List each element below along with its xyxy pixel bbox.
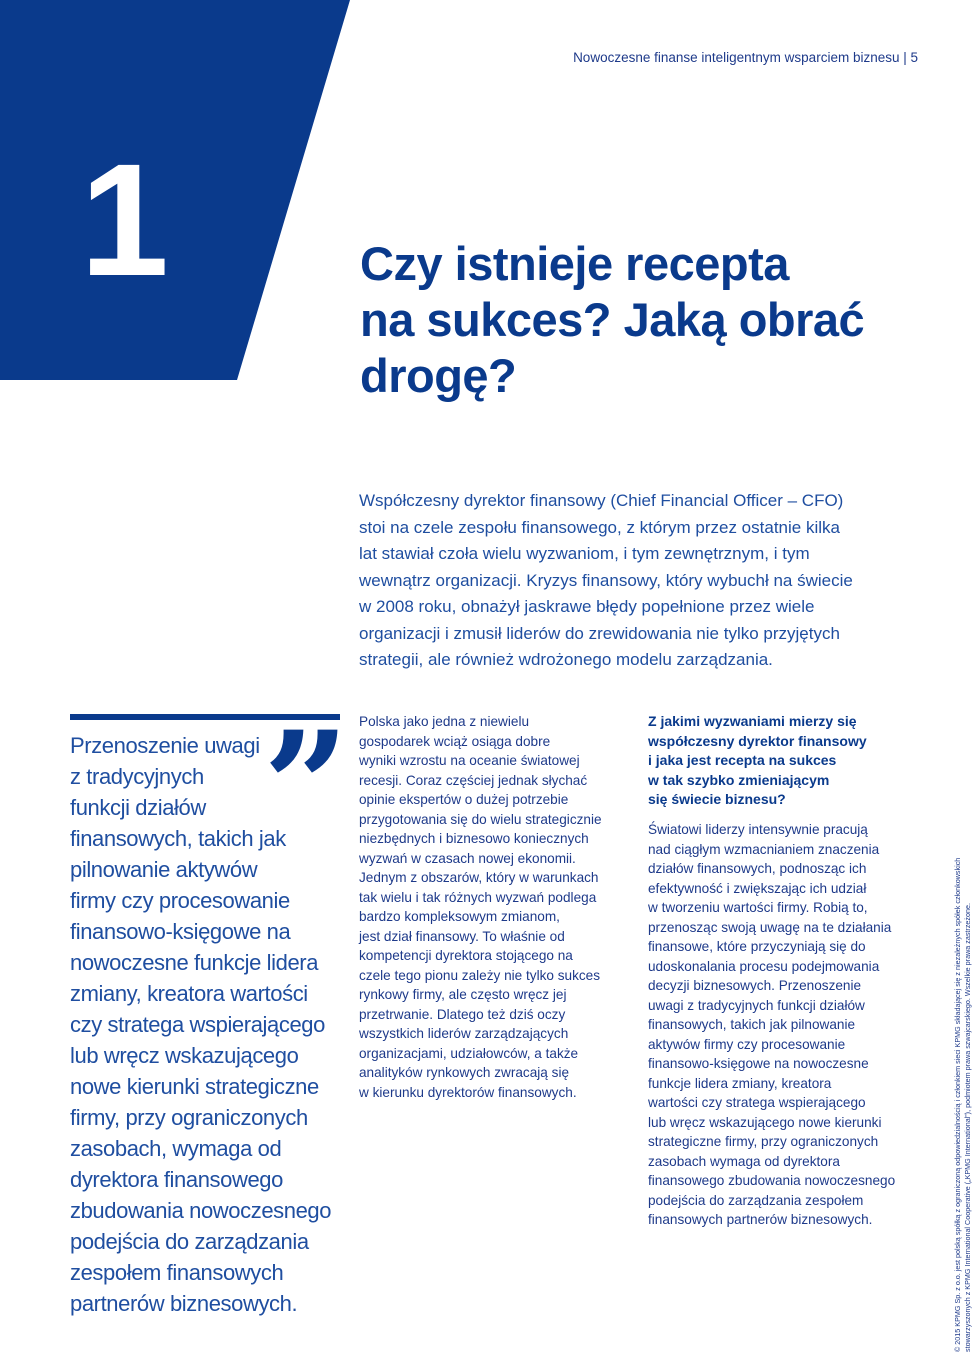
pull-quote-line: zbudowania nowoczesnego xyxy=(70,1198,332,1223)
right-column-line: w tworzeniu wartości firmy. Robią to, xyxy=(648,900,868,915)
right-column-line: podejścia do zarządzania zespołem xyxy=(648,1192,864,1208)
middle-column-line: opinie ekspertów o dużej potrzebie xyxy=(359,792,569,807)
chapter-number: 1 xyxy=(80,130,169,309)
right-column-heading xyxy=(648,712,913,810)
right-column-line: finansowych partnerów biznesowych. xyxy=(648,1212,873,1227)
middle-column-line: Polska jako jedna z niewielu xyxy=(359,714,530,729)
right-column-line: aktywów firmy czy procesowanie xyxy=(648,1036,846,1052)
middle-column-line: Jednym z obszarów, który w warunkach xyxy=(359,870,599,885)
pull-quote-line: podejścia do zarządzania xyxy=(70,1229,309,1254)
chapter-title xyxy=(360,236,920,404)
middle-column-line: organizacjami, udziałowców, a także xyxy=(359,1045,579,1061)
right-column-line: finansowe, które przyczyniają się do xyxy=(648,939,866,954)
intro-line: strategii, ale również wdrożonego modelu zarządzania. xyxy=(359,650,773,669)
pull-quote-line: firmy czy procesowanie xyxy=(70,888,290,913)
pull-quote-line: pilnowanie aktywów xyxy=(70,857,258,882)
intro-line: wewnątrz organizacji. Kryzys finansowy, który wybuchł na świecie xyxy=(359,570,853,590)
pull-quote-line: czy stratega wspierającego xyxy=(70,1012,325,1037)
right-column-line: działów finansowych, podnosząc ich xyxy=(648,861,867,876)
right-column-line: przenosząc swoją uwagę na te działania xyxy=(648,919,892,935)
intro-paragraph xyxy=(359,488,899,674)
copyright-notice xyxy=(953,832,972,1352)
right-column-line: finansowo-księgowe na nowoczesne xyxy=(648,1056,869,1071)
heading-line: współczesny dyrektor finansowy xyxy=(648,732,867,749)
heading-line: i jaka jest recepta na sukces xyxy=(648,752,837,768)
middle-column-line: przygotowania się do wielu strategicznie xyxy=(359,811,602,827)
copyright-line: © 2015 KPMG Sp. z o.o. jest polską spółką z ograniczoną odpowiedzialnością i członkiem sieci KPMG składającej się z niezależnych spółek członkowskich xyxy=(953,857,962,1352)
right-column-line: finansowego zbudowania nowoczesnego xyxy=(648,1173,896,1188)
pull-quote-line: zmiany, kreatora wartości xyxy=(70,981,308,1006)
right-column-line: strategiczne firmy, przy ograniczonych xyxy=(648,1134,879,1149)
right-column-line: lub wręcz wskazującego nowe kierunki xyxy=(648,1114,882,1130)
middle-column-line: w kierunku dyrektorów finansowych. xyxy=(359,1084,577,1100)
middle-column-line: gospodarek wciąż osiąga dobre xyxy=(359,733,551,749)
middle-column-line: wyzwań w czasach nowej ekonomii. xyxy=(359,850,576,866)
heading-line: się świecie biznesu? xyxy=(648,791,786,807)
middle-column-line: niezbędnych i biznesowo koniecznych xyxy=(359,831,589,846)
right-column-line: Światowi liderzy intensywnie pracują xyxy=(648,822,868,837)
pull-quote-line: funkcji działów xyxy=(70,795,206,820)
intro-line: organizacji i zmusił liderów do zrewidowania nie tylko przyjętych xyxy=(359,623,840,643)
intro-line: w 2008 roku, obnażył jaskrawe błędy popełnione przez wiele xyxy=(359,597,815,616)
pull-quote-line: lub wręcz wskazującego xyxy=(70,1043,299,1068)
middle-column-line: recesji. Coraz częściej jednak słychać xyxy=(359,772,588,788)
right-column-line: funkcje lidera zmiany, kreatora xyxy=(648,1075,832,1091)
right-column-line: efektywność i zwiększając ich udział xyxy=(648,880,867,896)
middle-column-line: rynkowy firmy, ale często wręcz jej xyxy=(359,987,567,1002)
middle-column-line: wszystkich liderów zarządzających xyxy=(359,1026,569,1041)
heading-line: w tak szybko zmieniającym xyxy=(648,771,830,788)
pull-quote-line: nowoczesne funkcje lidera xyxy=(70,950,319,975)
middle-column-line: przetrwanie. Dlatego też dziś oczy xyxy=(359,1006,566,1022)
right-column-line: zasobach wymaga od dyrektora xyxy=(648,1153,840,1169)
right-column-line: nad ciągłym wzmacnianiem znaczenia xyxy=(648,841,880,857)
pull-quote xyxy=(70,730,340,1319)
middle-column-line: tak wielu i tak różnych wyzwań podlega xyxy=(359,889,597,905)
running-header: Nowoczesne finanse inteligentnym wsparciem biznesu | 5 xyxy=(573,50,918,65)
title-line: Czy istnieje recepta xyxy=(360,237,789,290)
right-column-line: finansowych, takich jak pilnowanie xyxy=(648,1017,856,1032)
blue-parallelogram xyxy=(0,0,350,380)
intro-line: lat stawiał czoła wielu wyzwaniom, i tym zewnętrznym, i tym xyxy=(359,544,810,563)
pull-quote-line: z tradycyjnych xyxy=(70,764,204,789)
pull-quote-line: partnerów biznesowych. xyxy=(70,1291,298,1316)
middle-column-line: jest dział finansowy. To właśnie od xyxy=(359,928,565,944)
pull-quote-line: zespołem finansowych xyxy=(70,1260,284,1285)
middle-column-line: bardzo kompleksowym zmianom, xyxy=(359,909,560,924)
heading-line: Z jakimi wyzwaniami mierzy się xyxy=(648,713,857,729)
right-column-text xyxy=(648,820,920,1230)
right-column-line: decyzji biznesowych. Przenoszenie xyxy=(648,978,862,993)
right-column-line: udoskonalania procesu podejmowania xyxy=(648,958,880,974)
middle-column-line: czele tego pionu zależy nie tylko sukces xyxy=(359,967,601,983)
pull-quote-line: finansowych, takich jak xyxy=(70,826,286,851)
pull-quote-line: dyrektora finansowego xyxy=(70,1167,283,1192)
right-column-line: wartości czy stratega wspierającego xyxy=(648,1095,866,1110)
pull-quote-line: finansowo-księgowe na xyxy=(70,919,291,944)
title-line: drogę? xyxy=(360,349,517,402)
pull-quote-line: zasobach, wymaga od xyxy=(70,1136,282,1161)
title-line: na sukces? Jaką obrać xyxy=(360,293,865,346)
copyright-line: stowarzyszonych z KPMG International Cooperative („KPMG International”), podmiotem prawa szwajcarskiego. Wszelkie prawa zastrzeżone. xyxy=(962,903,972,1352)
intro-line: Współczesny dyrektor finansowy (Chief Financial Officer – CFO) xyxy=(359,491,844,510)
middle-column-text xyxy=(359,712,634,1102)
right-column-line: uwagi z tradycyjnych funkcji działów xyxy=(648,997,865,1013)
middle-column-line: kompetencji dyrektora stojącego na xyxy=(359,948,573,963)
middle-column-line: wyniki wzrostu na oceanie światowej xyxy=(359,753,580,768)
intro-line: stoi na czele zespołu finansowego, z którym przez ostatnie kilka xyxy=(359,517,840,537)
pull-quote-line: nowe kierunki strategiczne xyxy=(70,1074,319,1099)
middle-column-line: analityków rynkowych zwracają się xyxy=(359,1065,570,1080)
quote-mark-icon: ” xyxy=(263,699,350,875)
pull-quote-line: firmy, przy ograniczonych xyxy=(70,1105,308,1130)
pull-quote-line: Przenoszenie uwagi xyxy=(70,733,260,758)
